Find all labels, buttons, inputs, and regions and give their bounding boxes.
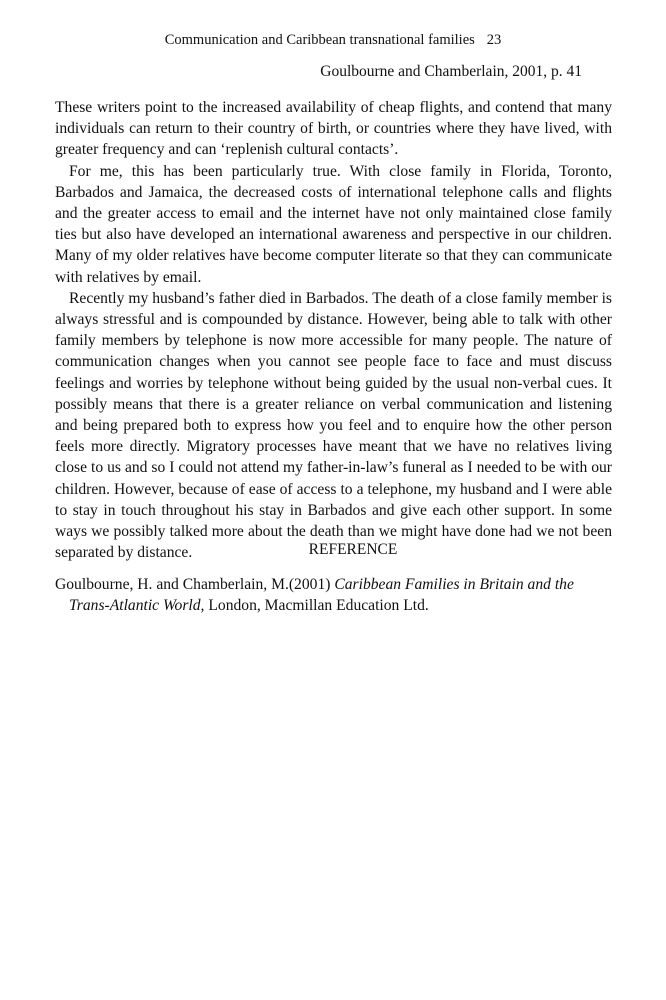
body-text [55,97,612,563]
reference-title: Caribbean Families in Britain and the Trans-Atlantic World, [69,576,574,614]
running-head-title: Communication and Caribbean transnational families [164,32,475,48]
references-heading: REFERENCE [308,541,398,558]
reference-list [55,575,612,616]
reference-authors: Goulbourne, H. and Chamberlain, M.(2001) [55,576,331,593]
reference-publisher: London, Macmillan Education Ltd. [208,596,429,614]
quote-attribution: Goulbourne and Chamberlain, 2001, p. 41 [320,63,582,80]
paragraph-1: These writers point to the increased availability of cheap flights, and contend that many individuals can return to their country of birth, or countries where they have lived, with greater frequency and can ‘replenish cultural contacts’. [55,99,612,159]
page-number: 23 [486,32,502,48]
reference-entry [55,575,612,616]
paragraph-3: Recently my husband’s father died in Barbados. The death of a close family member is always stressful and is compounded by distance. However, being able to talk with other family members by telephone is now more accessible for many people. The nature of communication changes when you cannot see people face to face and must discuss feelings and worries by telephone without being guided by the usual non-verbal cues. It possibly means that there is a greater reliance on verbal communication and listening and being prepared both to express how you feel and to enquire how the other person feels more directly. Migratory processes have meant that we have no relatives living close to us and so I could not attend my father-in-law’s funeral as I needed to be with our children. However, because of ease of access to a telephone, my husband and I were able to stay in touch throughout his stay in Barbados and give each other support. In some ways we possibly talked more about the death than we might have done had we not been separated by distance. [55,289,612,562]
paragraph-2: For me, this has been particularly true. With close family in Florida, Toronto, Barbados and Jamaica, the decreased costs of international telephone calls and flights and the greater access to email and the internet have not only maintained close family ties but also have developed an international awareness and perspective in our children. Many of my older relatives have become computer literate so that they can communicate with relatives by email. [55,162,612,286]
running-head [0,31,666,49]
